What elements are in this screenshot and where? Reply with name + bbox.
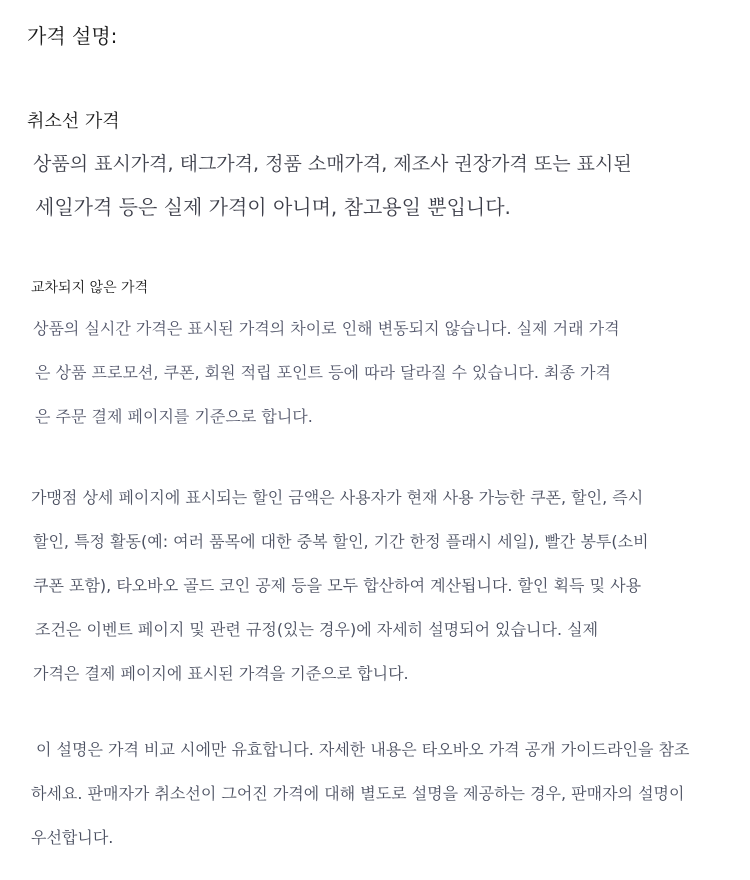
non-strikethrough-price-paragraph	[33, 318, 620, 450]
paragraph-line: 하세요. 판매자가 취소선이 그어진 가격에 대해 별도로 설명을 제공하는 경우, 판매자의 설명이	[31, 784, 685, 803]
paragraph-line: 가맹점 상세 페이지에 표시되는 할인 금액은 사용자가 현재 사용 가능한 쿠폰, 할인, 즉시	[31, 488, 644, 507]
paragraph-line: 가격은 결제 페이지에 표시된 가격을 기준으로 합니다.	[33, 664, 409, 683]
paragraph-line: 쿠폰 포함), 타오바오 골드 코인 공제 등을 모두 합산하여 계산됩니다. 할인 획득 및 사용	[33, 576, 642, 595]
paragraph-line: 조건은 이벤트 페이지 및 관련 규정(있는 경우)에 자세히 설명되어 있습니다. 실제	[35, 620, 599, 639]
discount-explanation-paragraph	[33, 487, 649, 707]
non-strikethrough-price-heading: 교차되지 않은 가격	[31, 280, 149, 296]
paragraph-line: 은 주문 결제 페이지를 기준으로 합니다.	[35, 407, 313, 426]
strikethrough-price-line-2: 세일가격 등은 실제 가격이 아니며, 참고용일 뿐입니다.	[35, 195, 511, 219]
strikethrough-price-heading: 취소선 가격	[27, 111, 120, 132]
paragraph-line: 이 설명은 가격 비교 시에만 유효합니다. 자세한 내용은 타오바오 가격 공개 가이드라인을 참조	[36, 740, 690, 759]
paragraph-line: 할인, 특정 활동(예: 여러 품목에 대한 중복 할인, 기간 한정 플래시 세일), 빨간 봉투(소비	[33, 532, 649, 551]
paragraph-line: 상품의 실시간 가격은 표시된 가격의 차이로 인해 변동되지 않습니다. 실제 거래 가격	[33, 319, 620, 338]
paragraph-line: 은 상품 프로모션, 쿠폰, 회원 적립 포인트 등에 따라 달라질 수 있습니다. 최종 가격	[35, 363, 611, 382]
note-paragraph	[33, 739, 689, 871]
page-title: 가격 설명:	[27, 24, 118, 48]
strikethrough-price-line-1: 상품의 표시가격, 태그가격, 정품 소매가격, 제조사 권장가격 또는 표시된	[33, 153, 632, 175]
paragraph-line: 우선합니다.	[31, 828, 114, 847]
